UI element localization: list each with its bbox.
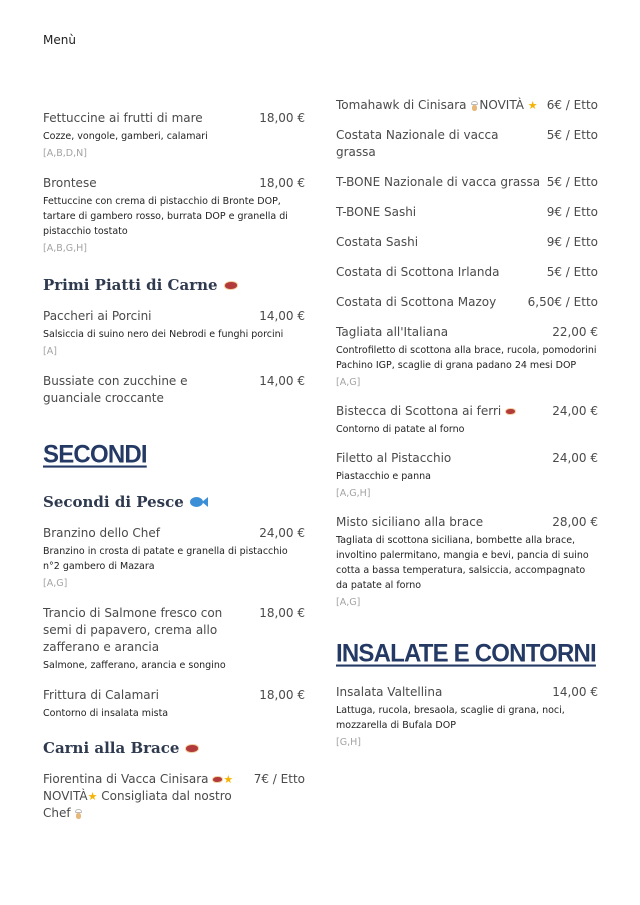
item-name: [43, 771, 248, 822]
menu-item: [336, 294, 598, 311]
menu-item: [336, 324, 598, 390]
page-label: Menù: [43, 33, 76, 47]
star-icon: ★: [87, 790, 98, 803]
item-price: 18,00 €: [259, 688, 305, 702]
menu-item: [43, 175, 305, 256]
item-name: Bussiate con zucchine e guanciale croccante: [43, 374, 188, 405]
subsection-title-text: Carni alla Brace: [43, 739, 180, 757]
item-name: Brontese: [43, 176, 97, 190]
subsection-title: [43, 493, 305, 511]
item-price: 24,00 €: [259, 526, 305, 540]
subsection-title-text: Secondi di Pesce: [43, 493, 184, 511]
item-name: T-BONE Sashi: [336, 205, 417, 219]
item-allergens: [A,G]: [336, 377, 361, 388]
steak-icon: [212, 776, 223, 783]
item-name: T-BONE Nazionale di vacca grassa: [336, 175, 541, 189]
item-price: 18,00 €: [259, 176, 305, 190]
item-price: 6,50€ / Etto: [527, 295, 598, 309]
new-badge: NOVITÀ: [479, 98, 524, 112]
steak-icon: [505, 408, 516, 415]
subsection-title-text: Primi Piatti di Carne: [43, 276, 218, 294]
item-price: 18,00 €: [259, 111, 305, 125]
item-description: Lattuga, rucola, bresaola, scaglie di grana, noci, mozzarella di Bufala DOP: [336, 705, 565, 731]
item-price: 5€ / Etto: [546, 128, 598, 142]
item-description: Contorno di insalata mista: [43, 708, 169, 719]
star-icon: ★: [527, 99, 538, 112]
item-description: Branzino in crosta di patate e granella di pistacchio n°2 gambero di Mazara: [43, 546, 288, 572]
item-name-part: Consigliata dal nostro Chef: [43, 789, 232, 820]
menu-item: [336, 234, 598, 251]
item-price: 9€ / Etto: [546, 205, 598, 219]
item-description: Tagliata di scottona siciliana, bombette alla brace, involtino palermitano, mangia e bevi, pancia di suino cotta a bassa temperatura, salsiccia, accompagnato da patate al forno: [336, 535, 589, 591]
menu-item: [336, 403, 598, 437]
fish-icon: [190, 496, 208, 508]
menu-item: [336, 684, 598, 750]
item-name: Fettuccine ai frutti di mare: [43, 111, 203, 125]
item-name: Trancio di Salmone fresco con semi di papavero, crema allo zafferano e arancia: [43, 606, 223, 654]
item-description: Controfiletto di scottona alla brace, rucola, pomodorini Pachino IGP, scaglie di grana padano 24 mesi DOP: [336, 345, 597, 371]
item-name: [336, 403, 516, 420]
menu-item: [43, 687, 305, 721]
item-name: Frittura di Calamari: [43, 688, 159, 702]
menu-item: [43, 525, 305, 591]
item-name: Tagliata all'Italiana: [336, 325, 449, 339]
item-price: 14,00 €: [552, 685, 598, 699]
chef-icon: [470, 101, 479, 111]
item-name: Costata Sashi: [336, 235, 419, 249]
item-price: 6€ / Etto: [546, 98, 598, 112]
menu-item: [336, 174, 598, 191]
subsection-title: [43, 276, 305, 294]
item-price: 22,00 €: [552, 325, 598, 339]
item-name: Costata di Scottona Irlanda: [336, 265, 500, 279]
item-price: 9€ / Etto: [546, 235, 598, 249]
item-description: Piastacchio e panna: [336, 471, 431, 482]
item-price: 5€ / Etto: [546, 175, 598, 189]
item-name: Branzino dello Chef: [43, 526, 160, 540]
item-allergens: [A,B,G,H]: [43, 243, 87, 254]
menu-item: [43, 605, 305, 673]
item-price: 14,00 €: [259, 374, 305, 388]
item-allergens: [A]: [43, 346, 57, 357]
star-icon: ★: [223, 773, 234, 786]
menu-item: [336, 450, 598, 501]
menu-item: [336, 204, 598, 221]
item-price: 24,00 €: [552, 404, 598, 418]
item-name: Filetto al Pistacchio: [336, 451, 452, 465]
item-allergens: [A,G,H]: [336, 488, 371, 499]
menu-item: [43, 771, 305, 822]
steak-icon: [185, 744, 199, 753]
menu-item: [43, 373, 305, 407]
item-name: [336, 97, 538, 114]
section-title: SECONDI: [43, 440, 147, 469]
item-allergens: [A,B,D,N]: [43, 148, 87, 159]
chef-icon: [74, 809, 83, 819]
item-name-part: Bistecca di Scottona ai ferri: [336, 404, 502, 418]
item-name: Costata Nazionale di vacca grassa: [336, 128, 499, 159]
item-name-part: Tomahawk di Cinisara: [336, 98, 467, 112]
menu-item: [43, 308, 305, 359]
steak-icon: [224, 281, 238, 290]
item-name: Misto siciliano alla brace: [336, 515, 484, 529]
item-price: 24,00 €: [552, 451, 598, 465]
menu-item: [336, 97, 598, 114]
item-price: 28,00 €: [552, 515, 598, 529]
item-allergens: [A,G]: [43, 578, 68, 589]
item-name: Insalata Valtellina: [336, 685, 443, 699]
item-price: 18,00 €: [259, 606, 305, 620]
item-allergens: [G,H]: [336, 737, 361, 748]
item-price: 14,00 €: [259, 309, 305, 323]
menu-item: [43, 110, 305, 161]
item-name: Paccheri ai Porcini: [43, 309, 152, 323]
item-description: Cozze, vongole, gamberi, calamari: [43, 131, 208, 142]
menu-item: [336, 264, 598, 281]
item-price: 5€ / Etto: [546, 265, 598, 279]
right-column: [336, 97, 598, 750]
item-name-part: Fiorentina di Vacca Cinisara: [43, 772, 209, 786]
menu-item: [336, 127, 598, 161]
item-name: Costata di Scottona Mazoy: [336, 295, 497, 309]
item-allergens: [A,G]: [336, 597, 361, 608]
menu-item: [336, 514, 598, 610]
new-badge: NOVITÀ: [43, 789, 88, 803]
section-title: INSALATE E CONTORNI: [336, 639, 596, 668]
left-column: [43, 110, 305, 822]
subsection-title: [43, 739, 305, 757]
item-price: 7€ / Etto: [253, 772, 305, 786]
item-description: Fettuccine con crema di pistacchio di Bronte DOP, tartare di gambero rosso, burrata DOP e granella di pistacchio tostato: [43, 196, 288, 237]
item-description: Contorno di patate al forno: [336, 424, 465, 435]
item-description: Salmone, zafferano, arancia e songino: [43, 660, 226, 671]
item-description: Salsiccia di suino nero dei Nebrodi e funghi porcini: [43, 329, 284, 340]
